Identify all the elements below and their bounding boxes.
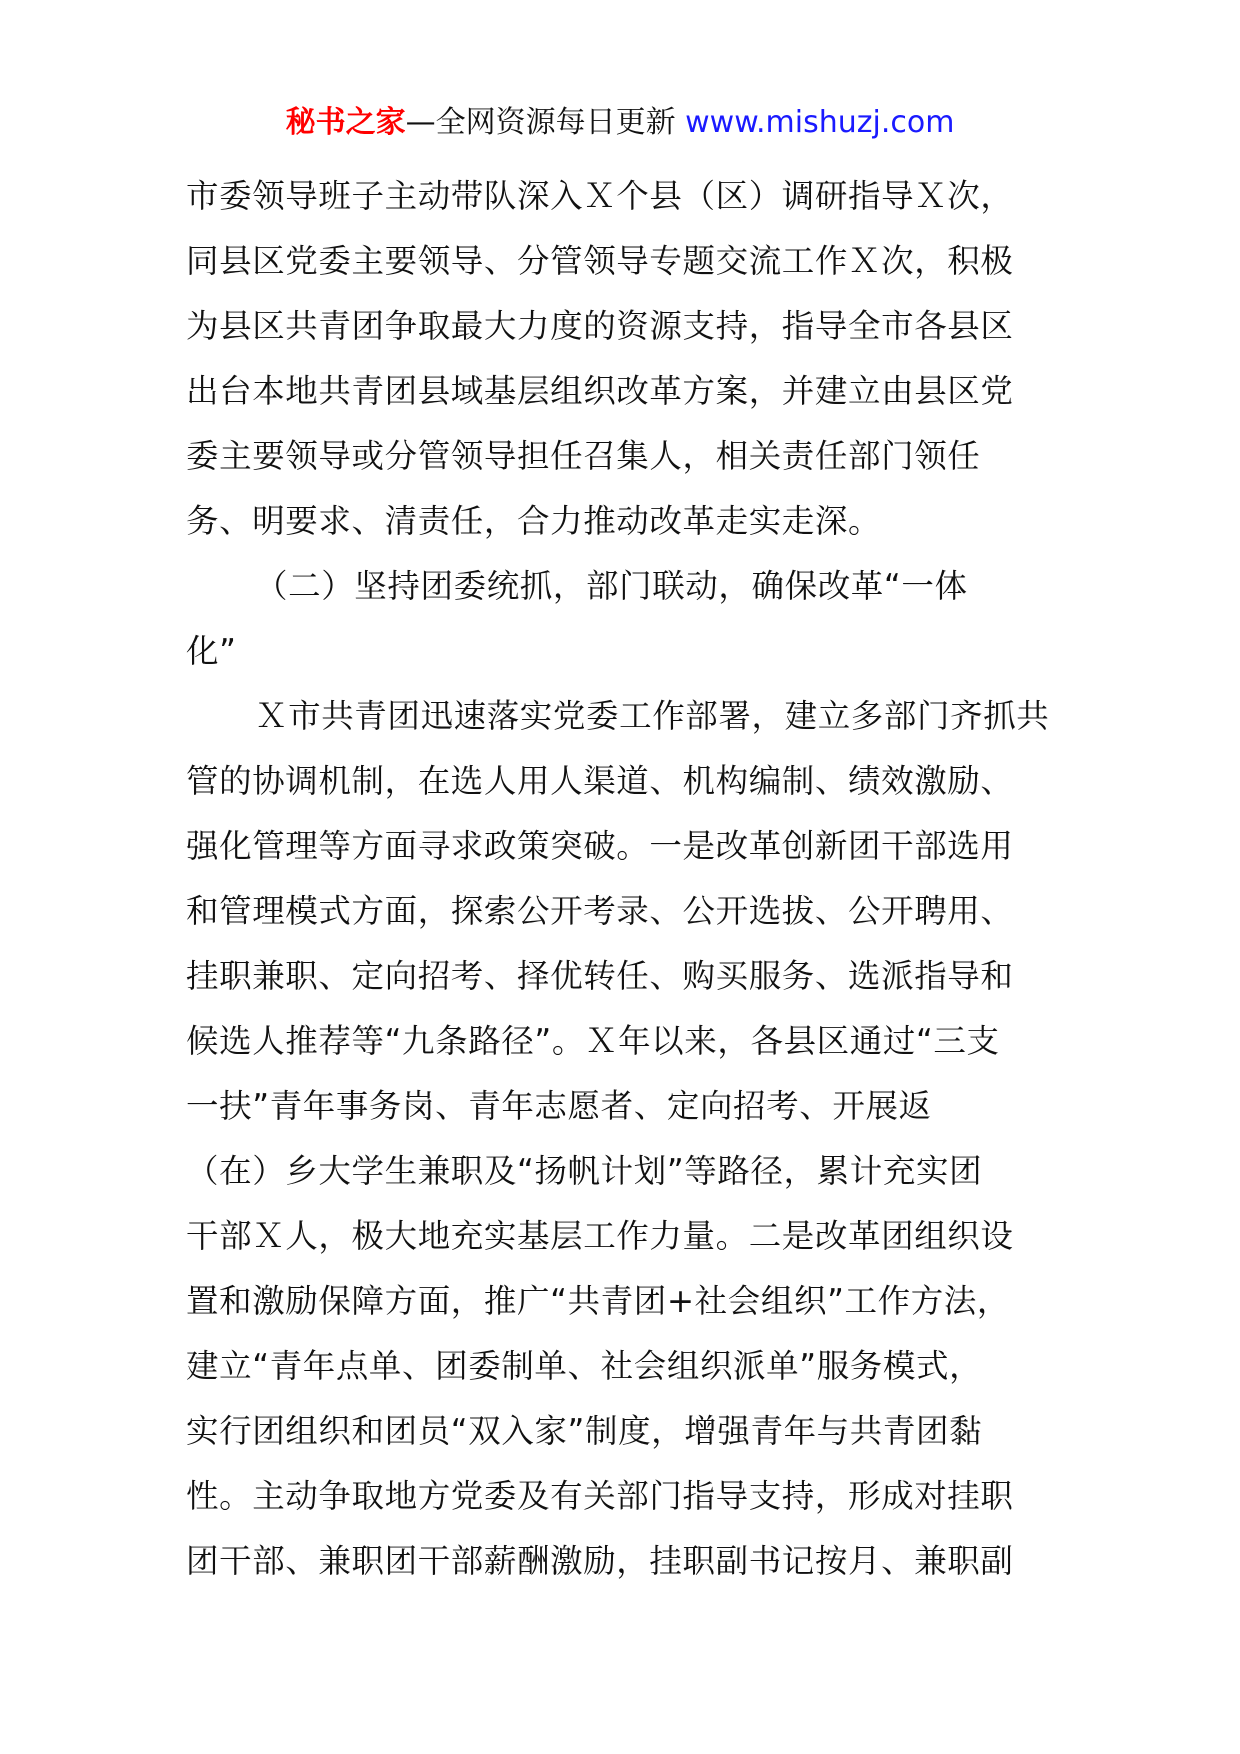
text-line: 管的协调机制，在选人用人渠道、机构编制、绩效激励、 [186, 762, 1014, 800]
text-line: 出台本地共青团县域基层组织改革方案，并建立由县区党 [186, 372, 1014, 410]
text-line: 同县区党委主要领导、分管领导专题交流工作Ｘ次，积极 [186, 242, 1014, 280]
document-body [186, 164, 1058, 1594]
text-line: 干部Ｘ人，极大地充实基层工作力量。二是改革团组织设 [186, 1217, 1014, 1255]
text-line: （在）乡大学生兼职及“扬帆计划”等路径，累计充实团 [186, 1152, 983, 1190]
paragraph-start: Ｘ市共青团迅速落实党委工作部署，建立多部门齐抓共 [255, 697, 1050, 735]
text-line: 和管理模式方面，探索公开考录、公开选拔、公开聘用、 [186, 892, 1014, 930]
page-header [0, 102, 1240, 144]
header-tagline: —全网资源每日更新 [405, 105, 686, 140]
text-line: 强化管理等方面寻求政策突破。一是改革创新团干部选用 [186, 827, 1014, 865]
section-heading-continued: 化” [186, 632, 237, 670]
text-line: 建立“青年点单、团委制单、社会组织派单”服务模式， [186, 1347, 983, 1385]
brand-name: 秘书之家 [285, 105, 406, 140]
text-line: 委主要领导或分管领导担任召集人，相关责任部门领任 [186, 437, 981, 475]
text-line: 实行团组织和团员“双入家”制度，增强青年与共青团黏 [186, 1412, 983, 1450]
text-line: 置和激励保障方面，推广“共青团+社会组织”工作方法， [186, 1282, 1011, 1320]
text-line: 一扶”青年事务岗、青年志愿者、定向招考、开展返 [186, 1087, 932, 1125]
text-line: 为县区共青团争取最大力度的资源支持，指导全市各县区 [186, 307, 1014, 345]
text-line: 市委领导班子主动带队深入Ｘ个县（区）调研指导Ｘ次， [186, 177, 1014, 215]
text-line: 务、明要求、清责任，合力推动改革走实走深。 [186, 502, 882, 540]
text-line: 候选人推荐等“九条路径”。Ｘ年以来，各县区通过“三支 [186, 1022, 1000, 1060]
text-line: 性。主动争取地方党委及有关部门指导支持，形成对挂职 [186, 1477, 1014, 1515]
website-link[interactable]: www.mishuzj.com [685, 105, 955, 140]
text-line: 团干部、兼职团干部薪酬激励，挂职副书记按月、兼职副 [186, 1542, 1014, 1580]
section-heading: （二）坚持团委统抓，部门联动，确保改革“一体 [255, 567, 968, 605]
text-line: 挂职兼职、定向招考、择优转任、购买服务、选派指导和 [186, 957, 1014, 995]
